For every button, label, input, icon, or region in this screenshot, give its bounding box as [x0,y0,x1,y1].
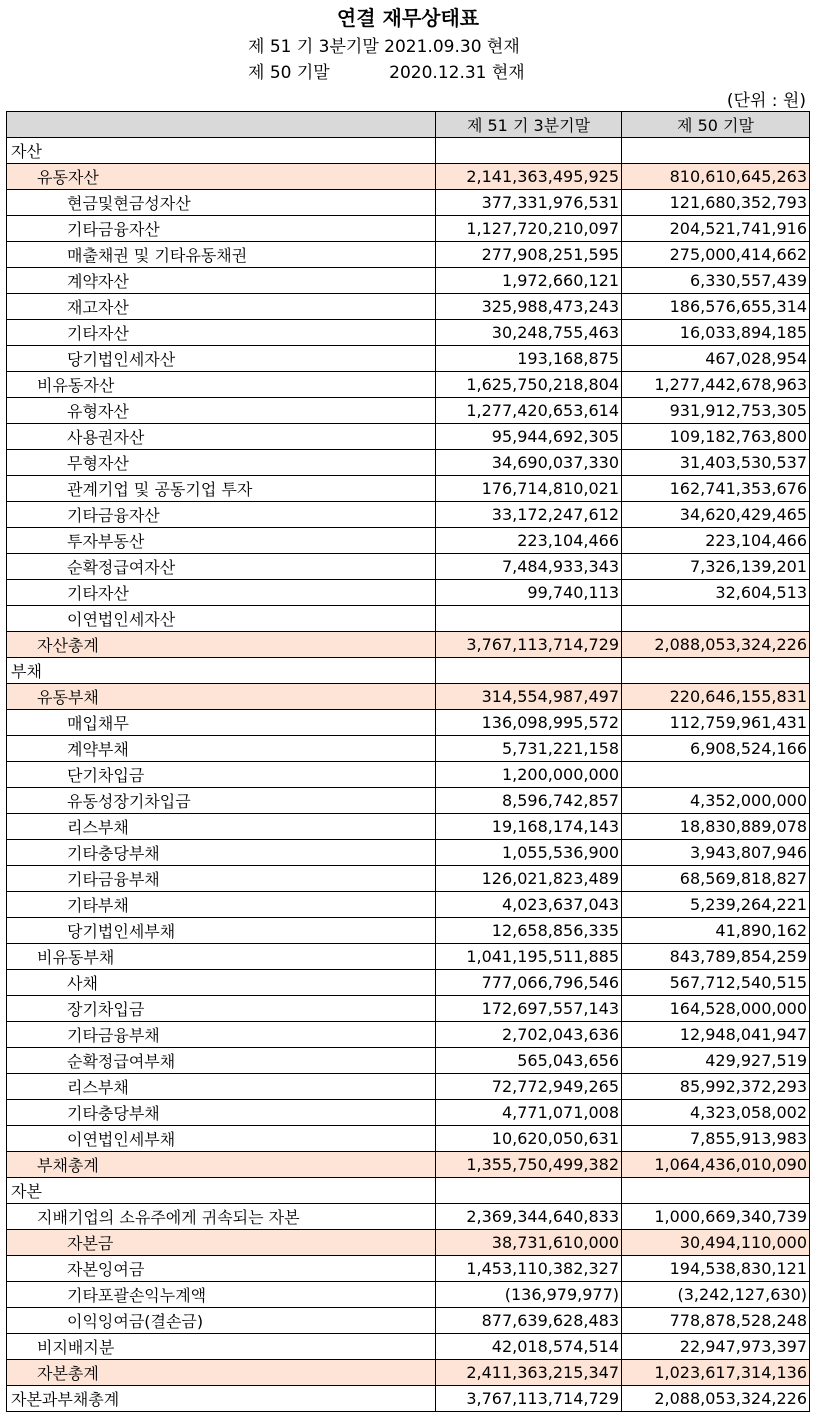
prior-period-value: 1,064,436,010,090 [622,1152,810,1178]
current-period-value: 565,043,656 [436,1048,622,1074]
table-row [7,424,810,450]
current-period-value: 4,771,071,008 [436,1100,622,1126]
account-label: 기타충당부채 [7,840,436,866]
table-row [7,242,810,268]
header-label-column [7,112,436,138]
prior-period-value: 1,277,442,678,963 [622,372,810,398]
account-label: 매입채무 [7,710,436,736]
prior-period-value: 204,521,741,916 [622,216,810,242]
table-row [7,606,810,632]
account-label: 순확정급여부채 [7,1048,436,1074]
table-row [7,346,810,372]
account-label: 유동자산 [7,164,436,190]
account-label: 기타포괄손익누계액 [7,1282,436,1308]
table-row [7,1048,810,1074]
account-label: 자본과부채총계 [7,1386,436,1412]
table-row [7,632,810,658]
table-row [7,892,810,918]
current-period-value: 38,731,610,000 [436,1230,622,1256]
prior-period-value: 68,569,818,827 [622,866,810,892]
prior-period-value: 4,323,058,002 [622,1100,810,1126]
table-row [7,1178,810,1204]
account-label: 매출채권 및 기타유동채권 [7,242,436,268]
account-label: 장기차입금 [7,996,436,1022]
account-label: 기타부채 [7,892,436,918]
report-header [0,0,816,110]
current-period-value: 8,596,742,857 [436,788,622,814]
account-label: 자본금 [7,1230,436,1256]
current-period-value: 1,041,195,511,885 [436,944,622,970]
prior-period-value: 164,528,000,000 [622,996,810,1022]
table-row [7,450,810,476]
current-period-value: 1,972,660,121 [436,268,622,294]
account-label: 단기차입금 [7,762,436,788]
account-label: 재고자산 [7,294,436,320]
account-label: 자산 [7,138,436,164]
account-label: 자본 [7,1178,436,1204]
current-period-value: 223,104,466 [436,528,622,554]
table-row [7,944,810,970]
current-period-value: 33,172,247,612 [436,502,622,528]
table-row [7,1022,810,1048]
account-label: 사용권자산 [7,424,436,450]
account-label: 관계기업 및 공동기업 투자 [7,476,436,502]
current-period-value: 172,697,557,143 [436,996,622,1022]
prior-period-value: 2,088,053,324,226 [622,632,810,658]
prior-period-value: 810,610,645,263 [622,164,810,190]
account-label: 부채 [7,658,436,684]
prior-period-value: 778,878,528,248 [622,1308,810,1334]
account-label: 계약자산 [7,268,436,294]
current-period-value [436,606,622,632]
current-period-value: 19,168,174,143 [436,814,622,840]
table-row [7,320,810,346]
table-row [7,528,810,554]
account-label: 비지배지분 [7,1334,436,1360]
prior-period-value [622,1178,810,1204]
prior-period-value: 41,890,162 [622,918,810,944]
current-period-value: 2,411,363,215,347 [436,1360,622,1386]
current-period-value: 3,767,113,714,729 [436,632,622,658]
prior-period-value: 6,908,524,166 [622,736,810,762]
prior-period-value: 1,000,669,340,739 [622,1204,810,1230]
current-period-value [436,658,622,684]
table-row [7,814,810,840]
current-period-value: 72,772,949,265 [436,1074,622,1100]
table-row [7,1360,810,1386]
current-period-value: 5,731,221,158 [436,736,622,762]
account-label: 기타금융부채 [7,1022,436,1048]
table-row [7,1308,810,1334]
current-period-value: 2,369,344,640,833 [436,1204,622,1230]
prior-period-value: 6,330,557,439 [622,268,810,294]
current-period-value: 1,277,420,653,614 [436,398,622,424]
table-row [7,762,810,788]
prior-period-value: 186,576,655,314 [622,294,810,320]
account-label: 기타금융자산 [7,502,436,528]
current-period-value: 30,248,755,463 [436,320,622,346]
prior-period-value: 162,741,353,676 [622,476,810,502]
header-current-period: 제 51 기 3분기말 [436,112,622,138]
account-label: 기타금융자산 [7,216,436,242]
period-prior: 제 50 기말 2020.12.31 현재 [248,63,525,83]
table-row [7,658,810,684]
table-row [7,476,810,502]
prior-period-value: 275,000,414,662 [622,242,810,268]
current-period-value: 1,055,536,900 [436,840,622,866]
table-body [7,138,810,1412]
current-period-value: 314,554,987,497 [436,684,622,710]
prior-period-value: 2,088,053,324,226 [622,1386,810,1412]
account-label: 이익잉여금(결손금) [7,1308,436,1334]
table-row [7,190,810,216]
account-label: 무형자산 [7,450,436,476]
current-period-value: 176,714,810,021 [436,476,622,502]
prior-period-value: 85,992,372,293 [622,1074,810,1100]
table-row [7,1074,810,1100]
prior-period-value: 109,182,763,800 [622,424,810,450]
current-period-value: 126,021,823,489 [436,866,622,892]
table-row [7,580,810,606]
table-row [7,918,810,944]
table-row [7,294,810,320]
prior-period-value: 32,604,513 [622,580,810,606]
current-period-value: 10,620,050,631 [436,1126,622,1152]
prior-period-value: 22,947,973,397 [622,1334,810,1360]
account-label: 기타자산 [7,580,436,606]
account-label: 자본잉여금 [7,1256,436,1282]
prior-period-value: 18,830,889,078 [622,814,810,840]
current-period-value: 377,331,976,531 [436,190,622,216]
prior-period-value: 467,028,954 [622,346,810,372]
prior-period-value: 112,759,961,431 [622,710,810,736]
prior-period-value: 1,023,617,314,136 [622,1360,810,1386]
account-label: 투자부동산 [7,528,436,554]
table-row [7,866,810,892]
table-row [7,1230,810,1256]
account-label: 자산총계 [7,632,436,658]
prior-period-value [622,762,810,788]
account-label: 계약부채 [7,736,436,762]
current-period-value: 99,740,113 [436,580,622,606]
account-label: 순확정급여자산 [7,554,436,580]
account-label: 리스부채 [7,814,436,840]
current-period-value: 193,168,875 [436,346,622,372]
current-period-value: 877,639,628,483 [436,1308,622,1334]
current-period-value: 777,066,796,546 [436,970,622,996]
prior-period-value: 567,712,540,515 [622,970,810,996]
current-period-value: 3,767,113,714,729 [436,1386,622,1412]
table-row [7,1126,810,1152]
account-label: 비유동자산 [7,372,436,398]
current-period-value [436,1178,622,1204]
account-label: 기타금융부채 [7,866,436,892]
prior-period-value: 4,352,000,000 [622,788,810,814]
prior-period-value: 843,789,854,259 [622,944,810,970]
table-row [7,970,810,996]
table-row [7,710,810,736]
prior-period-value: (3,242,127,630) [622,1282,810,1308]
prior-period-value: 429,927,519 [622,1048,810,1074]
table-row [7,1152,810,1178]
current-period-value: 95,944,692,305 [436,424,622,450]
table-row [7,554,810,580]
table-row [7,1100,810,1126]
current-period-value: 277,908,251,595 [436,242,622,268]
current-period-value: 34,690,037,330 [436,450,622,476]
table-row [7,138,810,164]
table-row [7,216,810,242]
prior-period-value: 194,538,830,121 [622,1256,810,1282]
account-label: 자본총계 [7,1360,436,1386]
prior-period-value [622,138,810,164]
account-label: 유동성장기차입금 [7,788,436,814]
current-period-value: 325,988,473,243 [436,294,622,320]
table-row [7,398,810,424]
table-header-row [7,112,810,138]
prior-period-value: 220,646,155,831 [622,684,810,710]
current-period-value: 136,098,995,572 [436,710,622,736]
current-period-value: 1,625,750,218,804 [436,372,622,398]
current-period-value: (136,979,977) [436,1282,622,1308]
current-period-value: 7,484,933,343 [436,554,622,580]
prior-period-value [622,658,810,684]
current-period-value: 12,658,856,335 [436,918,622,944]
table-row [7,1334,810,1360]
table-row [7,996,810,1022]
prior-period-value: 34,620,429,465 [622,502,810,528]
account-label: 기타자산 [7,320,436,346]
table-row [7,268,810,294]
account-label: 사채 [7,970,436,996]
account-label: 이연법인세자산 [7,606,436,632]
account-label: 기타충당부채 [7,1100,436,1126]
prior-period-value: 121,680,352,793 [622,190,810,216]
current-period-value: 1,127,720,210,097 [436,216,622,242]
period-current: 제 51 기 3분기말 2021.09.30 현재 [248,37,520,57]
unit-label: (단위 : 원) [726,91,806,111]
balance-sheet-table [6,111,810,1412]
current-period-value: 1,355,750,499,382 [436,1152,622,1178]
table-row [7,788,810,814]
current-period-value: 1,200,000,000 [436,762,622,788]
account-label: 지배기업의 소유주에게 귀속되는 자본 [7,1204,436,1230]
table-row [7,736,810,762]
account-label: 현금및현금성자산 [7,190,436,216]
current-period-value [436,138,622,164]
account-label: 유동부채 [7,684,436,710]
table-row [7,372,810,398]
account-label: 당기법인세자산 [7,346,436,372]
prior-period-value: 12,948,041,947 [622,1022,810,1048]
table-row [7,1386,810,1412]
current-period-value: 2,141,363,495,925 [436,164,622,190]
table-row [7,684,810,710]
account-label: 리스부채 [7,1074,436,1100]
prior-period-value: 3,943,807,946 [622,840,810,866]
account-label: 당기법인세부채 [7,918,436,944]
prior-period-value: 16,033,894,185 [622,320,810,346]
prior-period-value: 7,855,913,983 [622,1126,810,1152]
report-title: 연결 재무상태표 [336,6,480,30]
prior-period-value: 931,912,753,305 [622,398,810,424]
prior-period-value [622,606,810,632]
prior-period-value: 223,104,466 [622,528,810,554]
prior-period-value: 31,403,530,537 [622,450,810,476]
table-row [7,1282,810,1308]
account-label: 부채총계 [7,1152,436,1178]
prior-period-value: 5,239,264,221 [622,892,810,918]
table-row [7,1256,810,1282]
account-label: 유형자산 [7,398,436,424]
current-period-value: 42,018,574,514 [436,1334,622,1360]
table-row [7,164,810,190]
current-period-value: 4,023,637,043 [436,892,622,918]
current-period-value: 2,702,043,636 [436,1022,622,1048]
prior-period-value: 30,494,110,000 [622,1230,810,1256]
current-period-value: 1,453,110,382,327 [436,1256,622,1282]
account-label: 비유동부채 [7,944,436,970]
account-label: 이연법인세부채 [7,1126,436,1152]
table-row [7,502,810,528]
table-row [7,1204,810,1230]
header-prior-period: 제 50 기말 [622,112,810,138]
prior-period-value: 7,326,139,201 [622,554,810,580]
table-row [7,840,810,866]
